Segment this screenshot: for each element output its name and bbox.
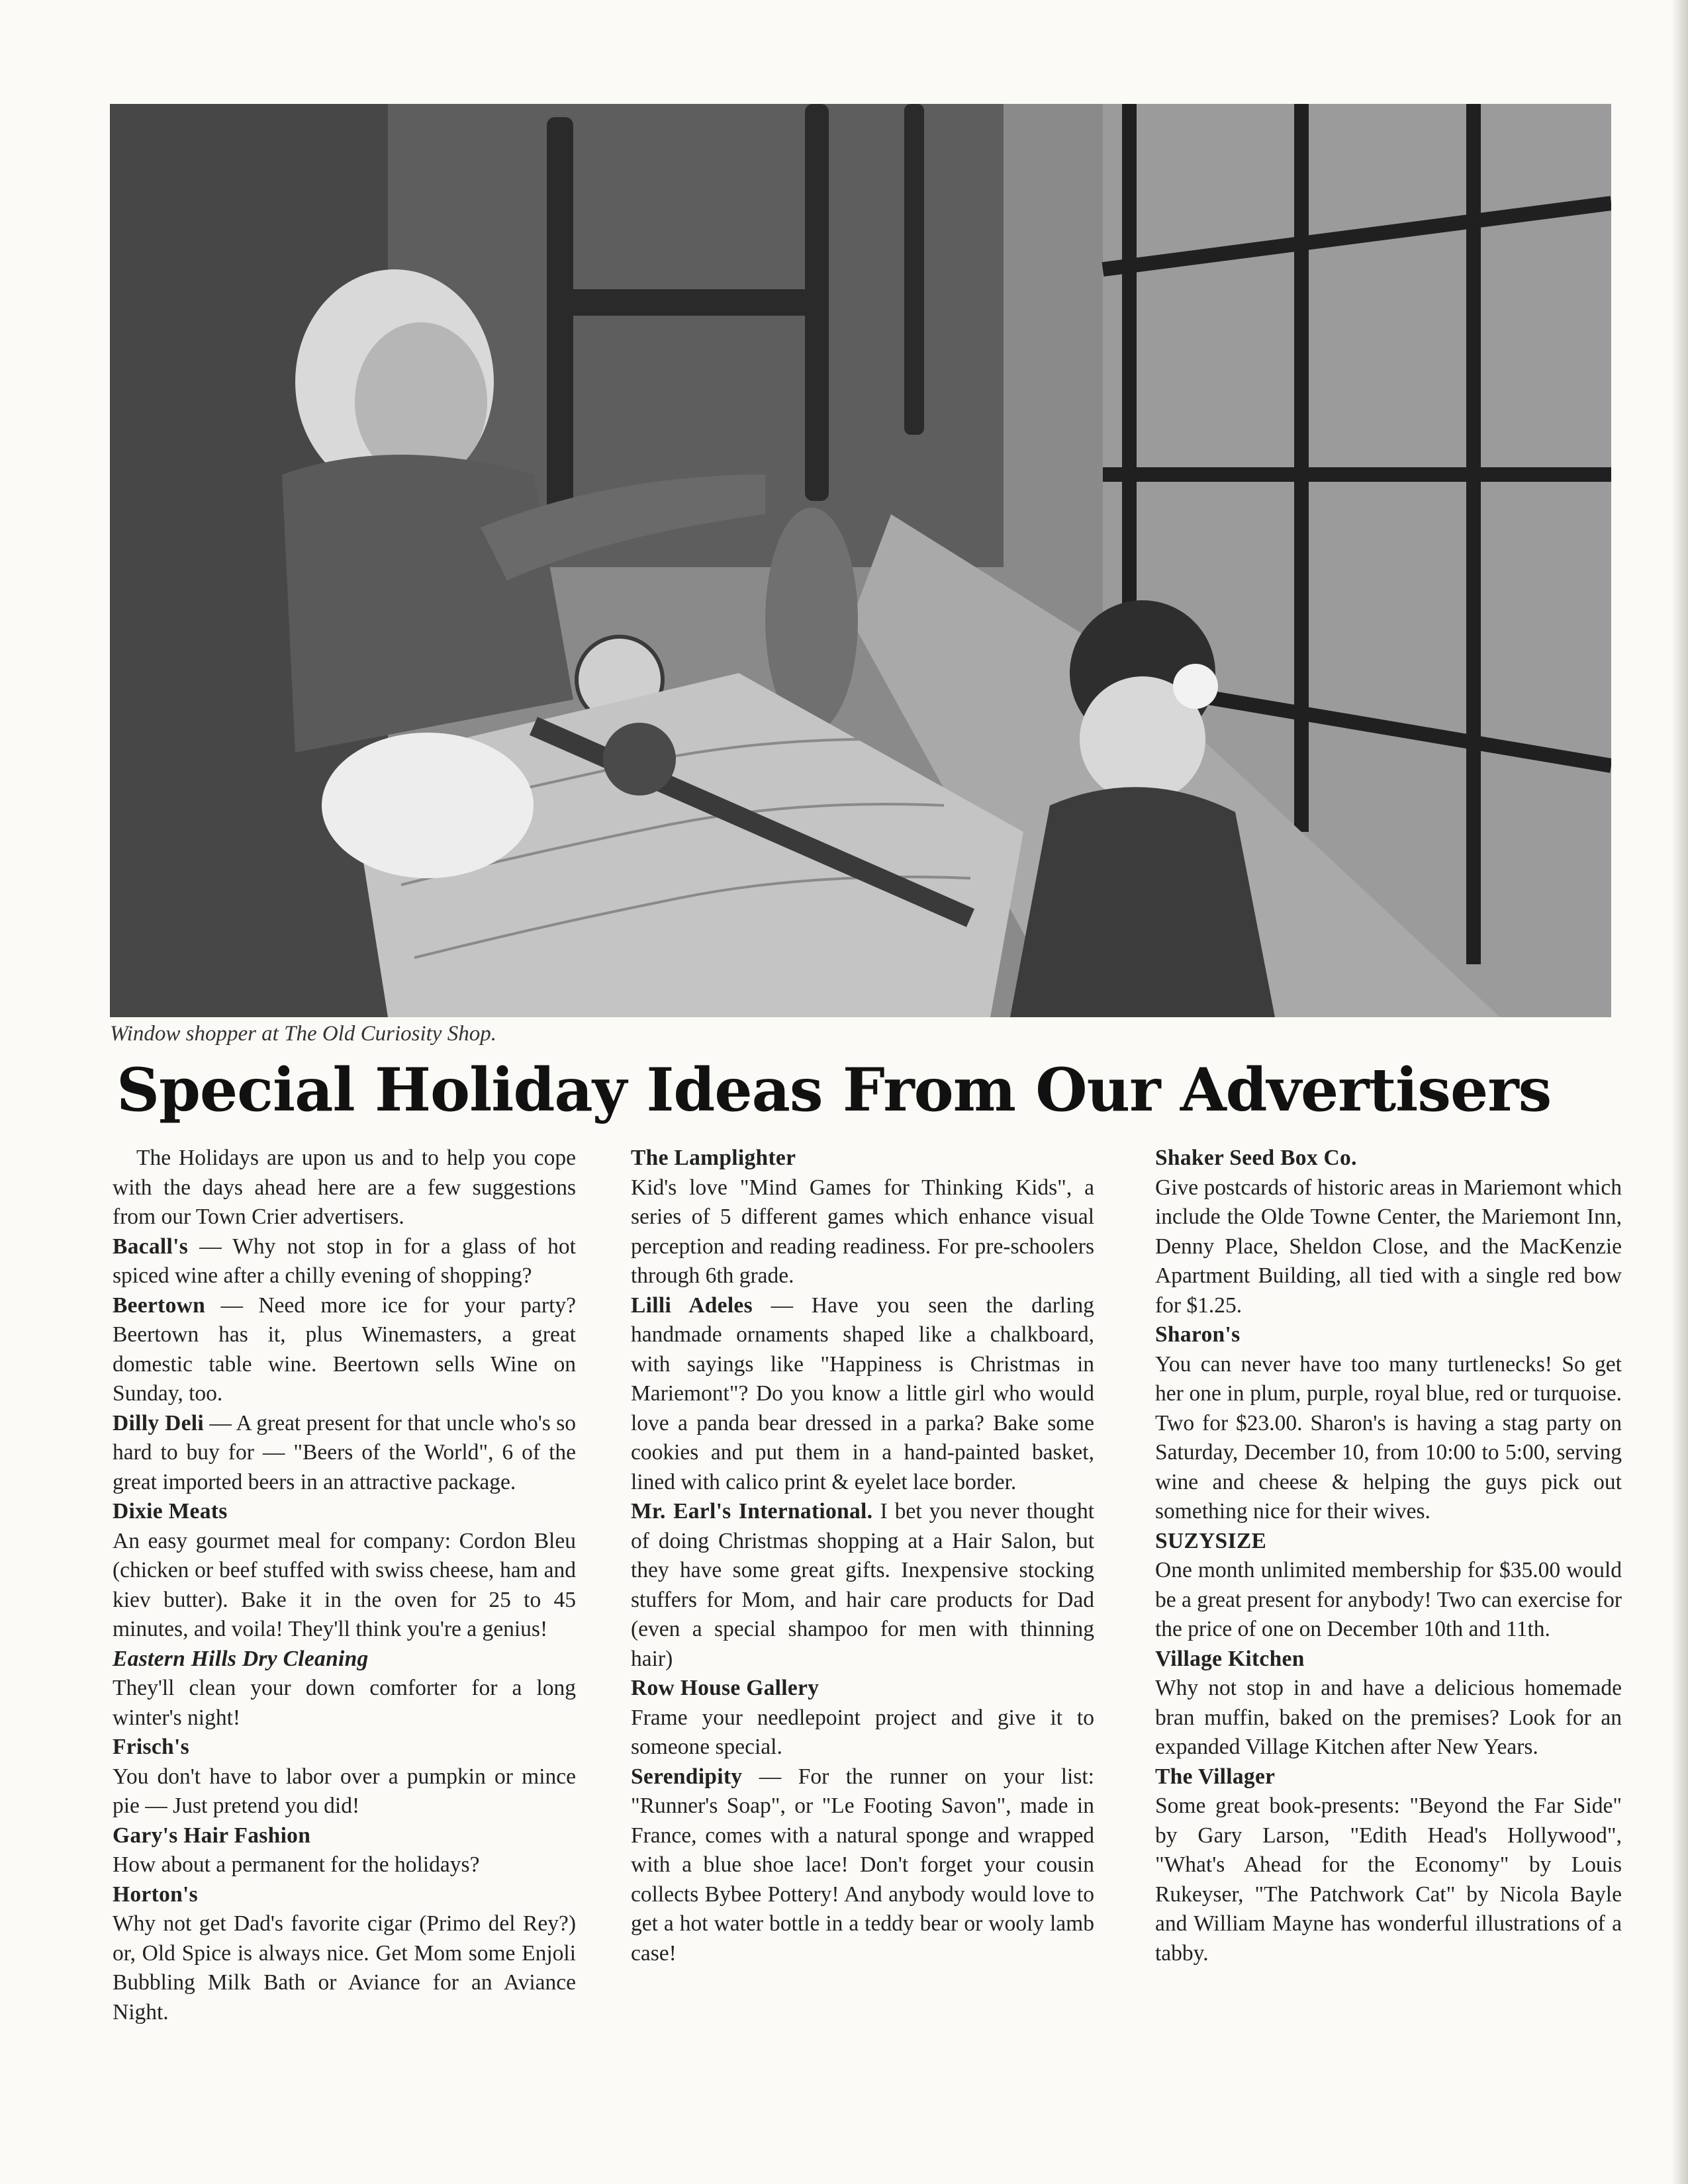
entry-text: — Need more ice for your party? Beertown has it, plus Winemasters, a great domestic table wine. Beertown sells Wine on Sunday, too. bbox=[113, 1293, 576, 1406]
entry-dilly-deli bbox=[113, 1409, 576, 1498]
entry-text: Kid's love "Mind Games for Thinking Kids", a series of 5 different games which enhance visual perception and reading readiness. For pre-schoolers through 6th grade. bbox=[631, 1175, 1094, 1288]
photo-illustration bbox=[110, 104, 1611, 1017]
page-headline: Special Holiday Ideas From Our Advertisers bbox=[117, 1055, 1552, 1125]
entry-text: — Have you seen the darling handmade ornaments shaped like a chalkboard, with sayings like "Happiness is Christmas in Mariemont"? Do you know a little girl who would love a panda bear dressed in a parka? Bake some cookies and put them in a hand-painted basket, lined with calico print & eyelet lace border. bbox=[631, 1293, 1094, 1494]
column-2 bbox=[631, 1144, 1094, 1968]
entry-lilli-adeles bbox=[631, 1291, 1094, 1498]
photo-caption: Window shopper at The Old Curiosity Shop. bbox=[110, 1022, 496, 1046]
entry-name: The Villager bbox=[1155, 1764, 1276, 1789]
entry-name: Mr. Earl's International. bbox=[631, 1499, 873, 1524]
entry-name: Beertown bbox=[113, 1293, 206, 1318]
entry-name: Horton's bbox=[113, 1882, 198, 1907]
entry-name: Bacall's bbox=[113, 1234, 189, 1259]
entry-text: You don't have to labor over a pumpkin or mince pie — Just pretend you did! bbox=[113, 1764, 576, 1818]
entry-text: Frame your needlepoint project and give it to someone special. bbox=[631, 1705, 1094, 1759]
entry-text: Why not stop in and have a delicious homemade bran muffin, baked on the premises? Look for an expanded Village Kitchen after New Years. bbox=[1155, 1676, 1622, 1759]
entry-text: One month unlimited membership for $35.00 would be a great present for anybody! Two can exercise for the price of one on December 10th and 11th. bbox=[1155, 1558, 1622, 1641]
entry-text: — Why not stop in for a glass of hot spiced wine after a chilly evening of shopping? bbox=[113, 1234, 576, 1288]
entry-bacalls bbox=[113, 1232, 576, 1291]
entry-name: Dixie Meats bbox=[113, 1499, 228, 1524]
entry-text: Some great book-presents: "Beyond the Far Side" by Gary Larson, "Edith Head's Hollywood", "What's Ahead for the Economy" by Louis Rukeyser, "The Patchwork Cat" by Nicola Bayle and William Mayne has wonderful illustrations of a tabby. bbox=[1155, 1794, 1622, 1966]
entry-text: Give postcards of historic areas in Mariemont which include the Olde Towne Center, the Mariemont Inn, Denny Place, Sheldon Close, and the MacKenzie Apartment Building, all tied with a single red bow for $1.25. bbox=[1155, 1175, 1622, 1318]
entry-serendipity bbox=[631, 1762, 1094, 1969]
entry-name: SUZYSIZE bbox=[1155, 1528, 1267, 1553]
entry-text: They'll clean your down comforter for a long winter's night! bbox=[113, 1676, 576, 1730]
page-edge-shadow bbox=[1671, 0, 1688, 2184]
entry-name: Row House Gallery bbox=[631, 1676, 820, 1700]
entry-text: I bet you never thought of doing Christmas shopping at a Hair Salon, but they have some great gifts. Inexpensive stocking stuffers for Mom, and hair care products for Dad (even a special shampoo for men with thinning hair) bbox=[631, 1499, 1095, 1671]
entry-name: The Lamplighter bbox=[631, 1146, 796, 1170]
column-3 bbox=[1155, 1144, 1622, 1968]
entry-name: Sharon's bbox=[1155, 1322, 1241, 1347]
entry-name: Lilli Adeles bbox=[631, 1293, 753, 1318]
entry-text: Why not get Dad's favorite cigar (Primo del Rey?) or, Old Spice is always nice. Get Mom some Enjoli Bubbling Milk Bath or Aviance for an Aviance Night. bbox=[113, 1911, 576, 2025]
entry-text: How about a permanent for the holidays? bbox=[113, 1852, 480, 1877]
entry-name: Serendipity bbox=[631, 1764, 743, 1789]
entry-text: An easy gourmet meal for company: Cordon Bleu (chicken or beef stuffed with swiss cheese, ham and kiev butter). Bake it in the oven for 25 to 45 minutes, and voila! They'll think you're a genius! bbox=[113, 1528, 576, 1641]
window-shopper-photo bbox=[110, 104, 1611, 1017]
entry-mr-earls bbox=[631, 1497, 1094, 1674]
entry-name: Eastern Hills Dry Cleaning bbox=[113, 1646, 369, 1671]
entry-name: Dilly Deli bbox=[113, 1410, 204, 1435]
entry-name: Frisch's bbox=[113, 1735, 189, 1759]
column-1 bbox=[113, 1144, 576, 2027]
entry-beertown bbox=[113, 1291, 576, 1409]
entry-name: Village Kitchen bbox=[1155, 1646, 1305, 1671]
entry-text: You can never have too many turtlenecks! So get her one in plum, purple, royal blue, red or turquoise. Two for $23.00. Sharon's is having a stag party on Saturday, December 10, from 10:00 to 5:00, serving wine and cheese & helping the guys pick out something nice for their wives. bbox=[1155, 1351, 1622, 1524]
intro-paragraph: The Holidays are upon us and to help you cope with the days ahead here are a few suggestions from our Town Crier advertisers. bbox=[113, 1146, 576, 1229]
entry-text: — A great present for that uncle who's so hard to buy for — "Beers of the World", 6 of the great imported beers in an attractive package. bbox=[113, 1410, 576, 1494]
entry-name: Gary's Hair Fashion bbox=[113, 1823, 311, 1848]
entry-name: Shaker Seed Box Co. bbox=[1155, 1146, 1357, 1170]
entry-text: — For the runner on your list: "Runner's Soap", or "Le Footing Savon", made in France, comes with a natural sponge and wrapped with a blue shoe lace! Don't forget your cousin collects Bybee Pottery! And anybody would love to get a hot water bottle in a teddy bear or wooly lamb case! bbox=[631, 1764, 1094, 1966]
